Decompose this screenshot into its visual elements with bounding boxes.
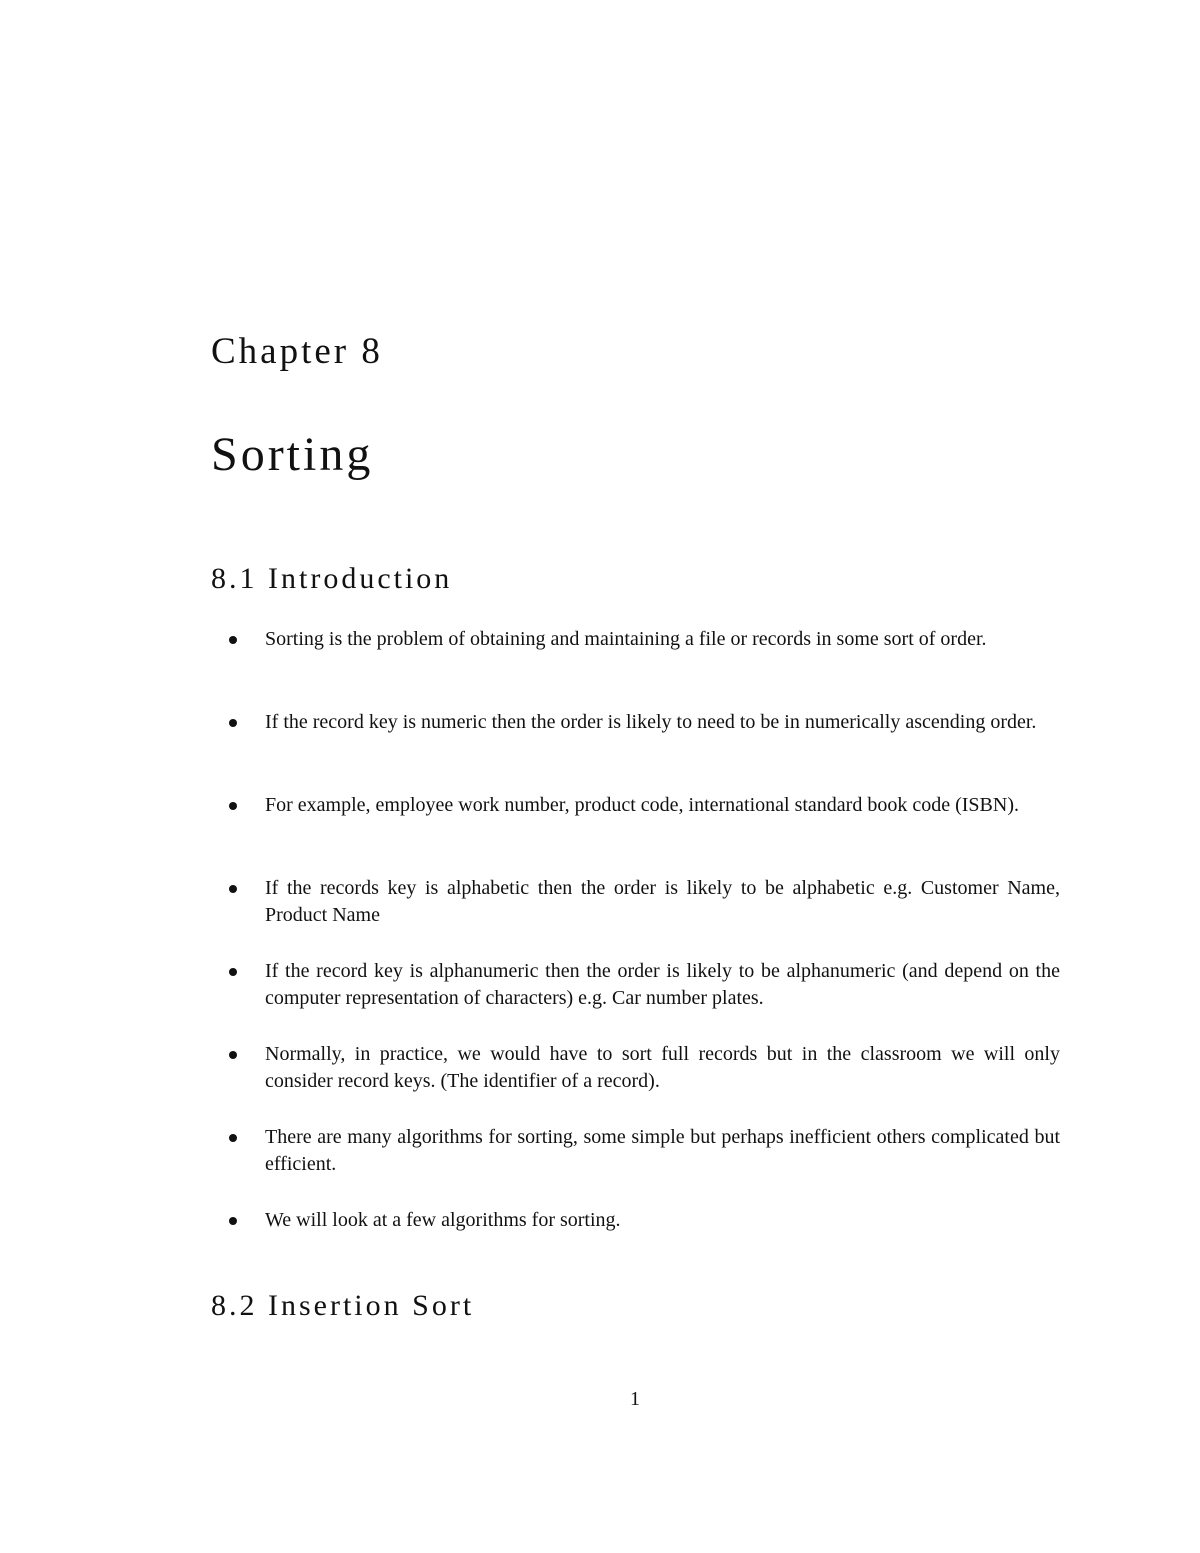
list-item-text: If the records key is alphabetic then the order is likely to be alphabetic e.g. Customer Name, Product Name xyxy=(265,877,1060,926)
section-heading-insertion-sort: 8.2 Insertion Sort xyxy=(211,1289,475,1322)
list-item xyxy=(228,626,1060,680)
bullet-icon xyxy=(229,1134,237,1142)
list-item-text: For example, employee work number, product code, international standard book code (ISBN). xyxy=(265,794,1019,816)
list-item xyxy=(228,792,1060,846)
bullet-icon xyxy=(229,885,237,893)
list-item xyxy=(228,1207,1060,1234)
bullet-icon xyxy=(229,968,237,976)
bullet-icon xyxy=(229,1051,237,1059)
list-item xyxy=(228,1041,1060,1095)
chapter-label: Chapter 8 xyxy=(211,331,383,372)
bullet-icon xyxy=(229,802,237,810)
list-item-text: Sorting is the problem of obtaining and maintaining a file or records in some sort of order. xyxy=(265,628,987,650)
list-item xyxy=(228,709,1060,763)
list-item xyxy=(228,875,1060,929)
list-item-text: Normally, in practice, we would have to sort full records but in the classroom we will only consider record keys. (The identifier of a record). xyxy=(265,1043,1060,1092)
list-item-text: There are many algorithms for sorting, some simple but perhaps inefficient others complicated but efficient. xyxy=(265,1126,1060,1175)
chapter-title: Sorting xyxy=(211,428,374,481)
page-number: 1 xyxy=(630,1388,640,1410)
bullet-icon xyxy=(229,1217,237,1225)
list-item-text: If the record key is numeric then the order is likely to need to be in numerically ascending order. xyxy=(265,711,1037,733)
bullet-icon xyxy=(229,636,237,644)
list-item xyxy=(228,1124,1060,1178)
introduction-bullet-list xyxy=(228,626,1060,1263)
bullet-icon xyxy=(229,719,237,727)
list-item xyxy=(228,958,1060,1012)
list-item-text: We will look at a few algorithms for sorting. xyxy=(265,1209,621,1231)
list-item-text: If the record key is alphanumeric then the order is likely to be alphanumeric (and depend on the computer representation of characters) e.g. Car number plates. xyxy=(265,960,1060,1009)
section-heading-introduction: 8.1 Introduction xyxy=(211,562,453,595)
